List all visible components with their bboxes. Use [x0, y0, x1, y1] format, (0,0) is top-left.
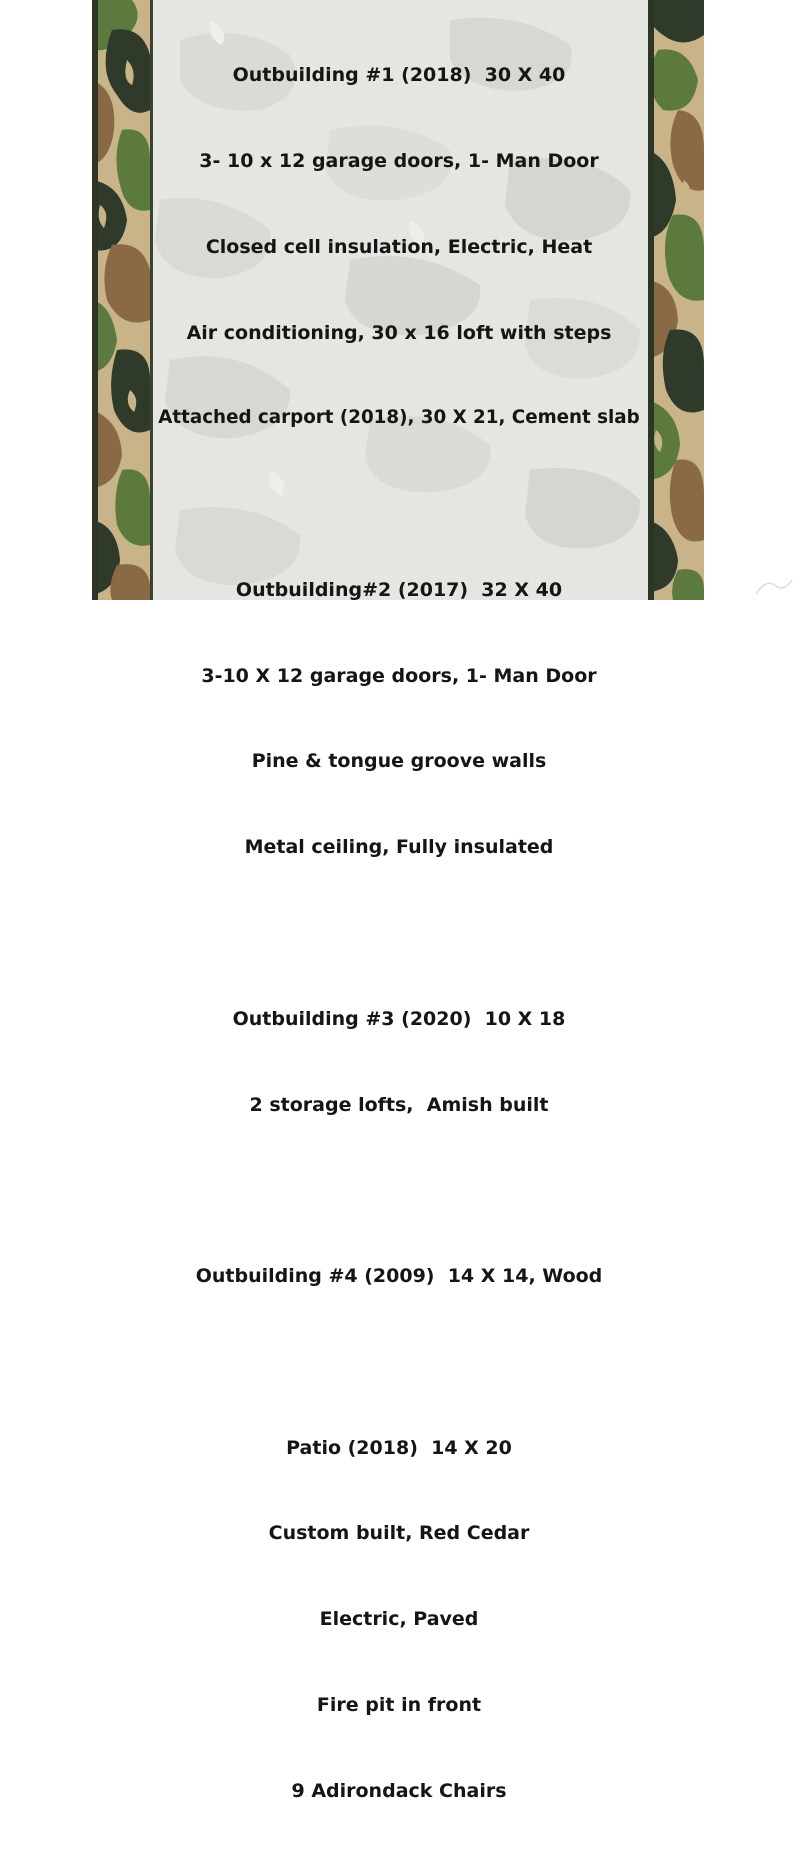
camo-pattern-left — [92, 0, 150, 600]
section-1-line-5: Attached carport (2018), 30 X 21, Cement slab — [158, 407, 640, 429]
section-2-line-2: 3-10 X 12 garage doors, 1- Man Door — [201, 664, 597, 687]
watermark-mark-icon — [754, 576, 794, 596]
section-5-line-2: Custom built, Red Cedar — [268, 1522, 530, 1545]
section-3-line-1: Outbuilding #3 (2020) 10 X 18 — [232, 1007, 566, 1030]
section-2-line-4: Metal ceiling, Fully insulated — [244, 836, 554, 859]
border-edge-outer-left — [92, 0, 98, 600]
section-3-line-2: 2 storage lofts, Amish built — [249, 1093, 549, 1116]
listing-text — [150, 4, 648, 1863]
section-5-line-3: Electric, Paved — [319, 1608, 479, 1631]
section-2-line-3: Pine & tongue groove walls — [251, 750, 547, 773]
section-1-line-2: 3- 10 x 12 garage doors, 1- Man Door — [199, 149, 599, 172]
section-spacer — [150, 490, 648, 519]
section-spacer — [150, 919, 648, 948]
camo-border-right — [648, 0, 704, 600]
section-1-line-3: Closed cell insulation, Electric, Heat — [205, 235, 593, 258]
section-5-line-4: Fire pit in front — [316, 1694, 482, 1717]
section-1-line-4: Air conditioning, 30 x 16 loft with steps — [186, 321, 612, 344]
section-spacer — [150, 1348, 648, 1377]
camo-pattern-right — [648, 0, 704, 600]
section-spacer — [150, 1176, 648, 1205]
content-panel — [150, 0, 648, 1802]
border-edge-inner-right — [648, 0, 654, 600]
section-4-line-1: Outbuilding #4 (2009) 14 X 14, Wood — [195, 1265, 603, 1288]
section-1-line-1: Outbuilding #1 (2018) 30 X 40 — [232, 64, 566, 87]
section-5-line-5: 9 Adirondack Chairs — [291, 1779, 507, 1802]
section-5-line-1: Patio (2018) 14 X 20 — [286, 1436, 512, 1459]
section-2-line-1: Outbuilding#2 (2017) 32 X 40 — [235, 578, 563, 601]
camo-border-left — [92, 0, 150, 600]
